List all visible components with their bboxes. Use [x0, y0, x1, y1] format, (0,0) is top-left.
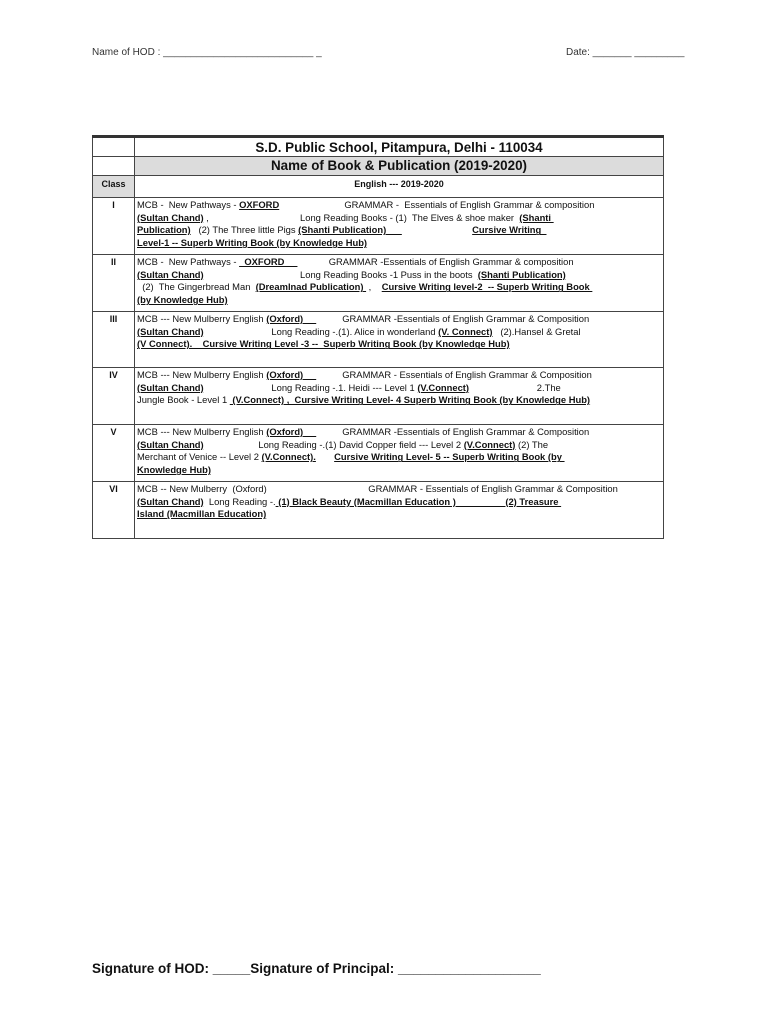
book-line — [137, 483, 662, 496]
book-text: (V Connect). Cursive Writing Level -3 -- Superb Writing Book (by Knowledge Hub) — [137, 338, 510, 350]
book-text: (V.Connect). — [261, 451, 316, 463]
book-line — [137, 369, 662, 382]
book-text: (Sultan Chand) — [137, 381, 204, 393]
book-line — [137, 496, 662, 509]
book-text: Cursive Writing — [472, 224, 547, 236]
school-title: S.D. Public School, Pitampura, Delhi - 110034 — [135, 137, 664, 157]
corner-cell-lower — [93, 157, 135, 176]
book-line — [137, 237, 662, 250]
book-text: (2) The — [515, 438, 549, 450]
class-number: VI — [93, 482, 135, 539]
book-text: (2).Hansel & Gretal — [492, 325, 581, 337]
table-row — [93, 312, 664, 368]
book-text — [316, 451, 334, 462]
book-line — [137, 394, 662, 407]
book-text: Long Reading Books -1 Puss in the boots — [203, 268, 478, 280]
book-text: (Shanti — [519, 211, 554, 223]
book-line — [137, 464, 662, 477]
book-text: Long Reading -.1. Heidi --- Level 1 — [203, 381, 418, 393]
book-list-cell — [135, 198, 664, 255]
book-text: 2.The — [469, 381, 561, 393]
book-text: (Sultan Chand) — [137, 438, 204, 450]
signature-line: Signature of HOD: _____Signature of Principal: ___________________ — [92, 961, 541, 976]
book-line — [137, 382, 662, 395]
book-text: (by Knowledge Hub) — [137, 294, 228, 306]
book-text: Publication) — [137, 224, 191, 236]
book-list-table — [92, 135, 664, 539]
book-line — [137, 326, 662, 339]
book-text: Long Reading -.(1) David Copper field --- Level 2 — [203, 438, 464, 450]
book-line — [137, 199, 662, 212]
book-line — [137, 451, 662, 464]
book-text: MCB - New Pathways - — [137, 199, 240, 210]
book-text: (Oxford) — [266, 426, 317, 437]
book-text: MCB --- New Mulberry English — [137, 426, 267, 437]
book-text: (V. Connect) — [438, 325, 493, 337]
subject-column-header: English --- 2019-2020 — [135, 176, 664, 198]
book-text: GRAMMAR - Essentials of English Grammar & Composition — [316, 369, 592, 380]
book-text: (2) The Three little Pigs — [190, 224, 299, 236]
book-text: (Oxford) — [266, 369, 317, 380]
book-text: MCB --- New Mulberry English — [137, 369, 267, 380]
book-text: Knowledge Hub) — [137, 464, 211, 476]
book-line — [137, 212, 662, 225]
book-list-cell — [135, 312, 664, 368]
book-text: OXFORD — [239, 256, 298, 267]
book-line — [137, 269, 662, 282]
book-text: (Oxford) — [266, 313, 317, 324]
class-number: III — [93, 312, 135, 368]
book-line — [137, 338, 662, 351]
book-text: GRAMMAR - Essentials of English Grammar & composition — [279, 199, 595, 210]
book-text: Merchant of Venice -- Level 2 — [137, 451, 262, 463]
book-line — [137, 294, 662, 307]
book-text: GRAMMAR -Essentials of English Grammar & Composition — [316, 313, 590, 324]
book-list-cell — [135, 255, 664, 312]
book-text: MCB - New Pathways - — [137, 256, 240, 267]
book-text: MCB -- New Mulberry (Oxford) GRAMMAR - Essentials of English Grammar & Composition — [137, 483, 618, 494]
book-text: GRAMMAR -Essentials of English Grammar & Composition — [316, 426, 590, 437]
book-line — [137, 281, 662, 294]
book-text: , Long Reading Books - (1) The Elves & shoe maker — [203, 211, 520, 223]
book-text: MCB --- New Mulberry English — [137, 313, 267, 324]
book-text: (Sultan Chand) — [137, 211, 204, 223]
corner-cell — [93, 137, 135, 157]
table-row — [93, 482, 664, 539]
book-text: (Dreamlnad Publication) — [255, 281, 367, 293]
class-number: I — [93, 198, 135, 255]
book-line — [137, 313, 662, 326]
class-number: II — [93, 255, 135, 312]
hod-name-label: Name of HOD : ___________________________ _ — [92, 47, 322, 58]
book-line — [137, 256, 662, 269]
date-label: Date: _______ _________ — [566, 47, 685, 58]
book-text: Long Reading -.(1). Alice in wonderland — [203, 325, 439, 337]
book-list-cell — [135, 425, 664, 482]
book-line — [137, 224, 662, 237]
book-list-cell — [135, 482, 664, 539]
book-text: Cursive Writing level-2 -- Superb Writing Book — [381, 281, 593, 293]
book-text: , — [366, 281, 382, 293]
book-text: (V.Connect) , Cursive Writing Level- 4 Superb Writing Book (by Knowledge Hub) — [229, 394, 591, 406]
class-number: V — [93, 425, 135, 482]
table-subtitle: Name of Book & Publication (2019-2020) — [135, 157, 664, 176]
book-text: (V.Connect) — [417, 381, 470, 393]
table-row — [93, 425, 664, 482]
book-text: OXFORD — [239, 199, 280, 210]
table-row — [93, 198, 664, 255]
book-line — [137, 439, 662, 452]
book-line — [137, 508, 662, 521]
book-text: (2) The Gingerbread Man — [137, 281, 256, 293]
class-number: IV — [93, 368, 135, 425]
class-column-header: Class — [93, 176, 135, 198]
table-row — [93, 255, 664, 312]
book-text: (Sultan Chand) — [137, 325, 204, 337]
table-row — [93, 368, 664, 425]
book-list-cell — [135, 368, 664, 425]
book-text: Cursive Writing Level- 5 -- Superb Writing Book (by — [334, 451, 565, 463]
book-text: Island (Macmillan Education) — [137, 508, 267, 520]
book-line — [137, 426, 662, 439]
book-text: (Sultan Chand) — [137, 495, 204, 507]
book-text — [402, 224, 472, 235]
book-text: GRAMMAR -Essentials of English Grammar & composition — [297, 256, 574, 267]
book-text: (Shanti Publication) — [477, 268, 566, 280]
book-text: Jungle Book - Level 1 — [137, 394, 230, 406]
book-text: (Sultan Chand) — [137, 268, 204, 280]
book-text: Long Reading -. — [203, 495, 276, 507]
book-text: (Shanti Publication) — [298, 224, 402, 236]
book-text: Level-1 -- Superb Writing Book (by Knowledge Hub) — [137, 237, 368, 249]
book-text: (1) Black Beauty (Macmillan Education ) (2) Treasure — [275, 495, 562, 507]
book-text: (V.Connect) — [463, 438, 516, 450]
